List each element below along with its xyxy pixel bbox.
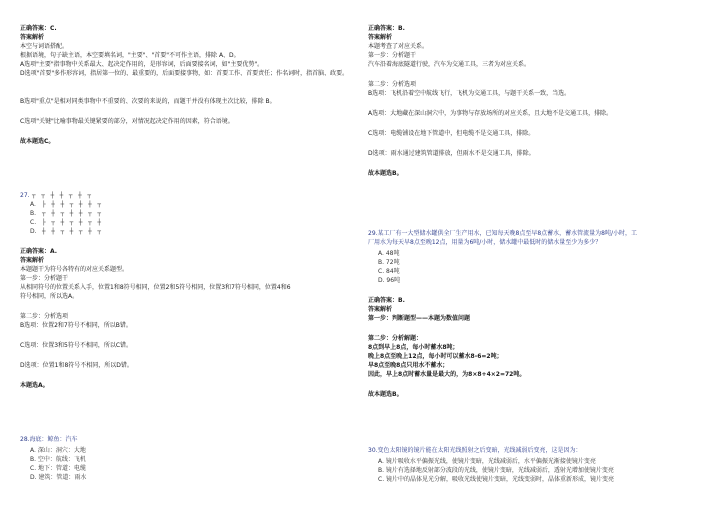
q27-option-d: D. (30, 228, 37, 235)
q27-option-c: C. (30, 219, 37, 226)
q29-line: 因此，早上8点时蓄水量是最大的，为8×8+4×2=72吨。 (368, 371, 526, 378)
q29-option-b: B. 72吨 (378, 259, 400, 266)
q26-line: B选项"重点"是相对同类事物中不重要的、次要的来说的，而题干并没有体现主次比较，排除 B。 (20, 98, 276, 105)
q28-conclusion: 故本题选B。 (368, 170, 403, 177)
q28-option-c: C. 地下：管道：电缆 (30, 465, 87, 472)
q27-symbol-row: ┼ ┼ ┬ ┼ ┬ ┼ ┬ (42, 228, 102, 235)
q29-question: 29.某工厂有一大型储水罐供全厂生产用水，已知每天晚8点至早8点蓄水，蓄水管流量为8吨/小时，工 (368, 230, 638, 237)
q30-question: 30.变色太阳镜的镜片能在太阳光线照射之后变暗，光线减弱后变亮，这是因为： (368, 447, 582, 454)
q28-option-a: A. 深山：洞穴：大地 (30, 447, 86, 454)
q26-line: A选项"主要"指事物中关系最大、起决定作用的，是形容词，后面要接名词，如"主要优势"。 (20, 61, 264, 68)
q29-answer: 正确答案：B. (368, 297, 405, 304)
q30-option-b: B. 镜片有选择地反射部分波段的光线，使镜片变暗，光线减弱后，透射光增加使镜片变亮 (378, 467, 614, 474)
q27-line: B选项：位置2和7符号不相同，所以B错。 (20, 322, 132, 329)
q28-line: 第一步：分析题干 (368, 52, 417, 59)
q27-number: 27. (20, 192, 30, 199)
q28-line: A选项：大地藏在深山洞穴中，为事物与存放场所的对应关系，且大地不是交通工具，排除。 (368, 110, 613, 117)
q27-symbol-row: ┬ ┬ ┼ ┼ ┬ ┼ ┬ (32, 192, 92, 199)
q27-symbol-row: ├ ┬ ┼ ┬ ┼ ┬ ┼ (42, 219, 102, 226)
q26-answer: 正确答案：C. (20, 25, 57, 32)
q30-option-c: C. 镜片中的晶体见光分解，吸收光线使镜片变暗，光线变弱时，晶体重新形成，镜片变亮 (378, 476, 615, 483)
q26-line: 根据语境，句子缺主语，本空要填名词，"主要"、"首要"不可作主语，排除 A、D。 (20, 52, 240, 59)
q28-question: 28.海底：鲸鱼：汽车 (20, 436, 78, 443)
q29-line: 第一步：判断题型——本题为数值问题 (368, 315, 471, 322)
q29-conclusion: 故本题选B。 (368, 391, 403, 398)
q27-conclusion: 本题选A。 (20, 382, 49, 389)
q26-line: 本空与词语搭配。 (20, 43, 69, 50)
q26-conclusion: 故本题选C。 (20, 138, 55, 145)
q27-option-a: A. (30, 201, 36, 208)
q26-line: C选项"关键"比喻事物最关键紧要的部分，对情况起决定作用的因素，符合语境。 (20, 118, 234, 125)
q26-analysis-title: 答案解析 (20, 34, 45, 41)
q29-option-d: D. 96吨 (378, 277, 401, 284)
q27-symbol-row: ┬ ┼ ┬ ┼ ┼ ┬ ┬ (42, 210, 102, 217)
q27-line: 从相同符号的位置关系入手，位置1和8符号相同，位置2和5符号相同，位置3和7符号相同，位置4和6 (20, 284, 291, 291)
q27-line: C选项：位置3和5符号不相同，所以C错。 (20, 342, 133, 349)
q28-line: C选项：电缆铺设在地下管道中，但电缆不是交通工具，排除。 (368, 130, 535, 137)
q27-line: 本题题干为符号各特有的对应关系题型。 (20, 266, 129, 273)
q27-symbol-row: ├ ┼ ┼ ┬ ┼ ┼ ┬ (42, 201, 102, 208)
q28-line: 第二步：分析选项 (368, 81, 417, 88)
q27-line: 符号相同，所以选A。 (20, 293, 79, 300)
q29-line: 第二步：分析解题： (368, 335, 423, 342)
q29-option-a: A. 48吨 (378, 250, 400, 257)
q30-option-a: A. 镜片吸收水平偏振光线，使镜片变暗，光线减弱后，水平偏振光渐接使镜片变亮 (378, 458, 596, 465)
q29-line: 晚上8点至晚上12点，每小时可以蓄水8-6=2吨； (368, 353, 503, 360)
q28-line: D选项：雨水通过建筑管道排放，但雨水不是交通工具，排除。 (368, 150, 535, 157)
q27-line: 第二步：分析选项 (20, 313, 69, 320)
q27-line: 第一步：分析题干 (20, 275, 69, 282)
q29-question: 厂用水为每天早8点至晚12点，用量为6吨/小时，储水罐中最低时的储水量至少为多少？ (368, 239, 602, 246)
q28-line: 本题考查了对应关系。 (368, 43, 429, 50)
q27-option-b: B. (30, 210, 37, 217)
q27-line: D选项：位置1和8符号不相同，所以D错。 (20, 362, 133, 369)
q27-analysis-title: 答案解析 (20, 257, 45, 264)
q28-answer: 正确答案：B. (368, 25, 405, 32)
q29-analysis-title: 答案解析 (368, 306, 393, 313)
q29-line: 8点到早上8点，每小时蓄水8吨； (368, 344, 459, 351)
q28-line: B选项：飞机沿着空中航线飞行，飞机为交通工具，与题干关系一致，当选。 (368, 90, 571, 97)
q28-analysis-title: 答案解析 (368, 34, 393, 41)
q27-answer: 正确答案：A. (20, 248, 58, 255)
q28-option-b: B. 空中：航线：飞机 (30, 456, 86, 463)
q28-line: 汽车沿着海底隧道行驶，汽车为交通工具，三者为对应关系。 (368, 61, 531, 68)
q29-option-c: C. 84吨 (378, 268, 400, 275)
q26-line: D选项"首要"多作形容词，指居第一位的、最重要的，后面要接事物，如：首要工作、首要责任；作名词时，指首脑、政要。 (20, 70, 349, 77)
q28-option-d: D. 建筑：管道：雨水 (30, 474, 87, 481)
q29-line: 早8点至晚8点只用水不蓄水； (368, 362, 449, 369)
